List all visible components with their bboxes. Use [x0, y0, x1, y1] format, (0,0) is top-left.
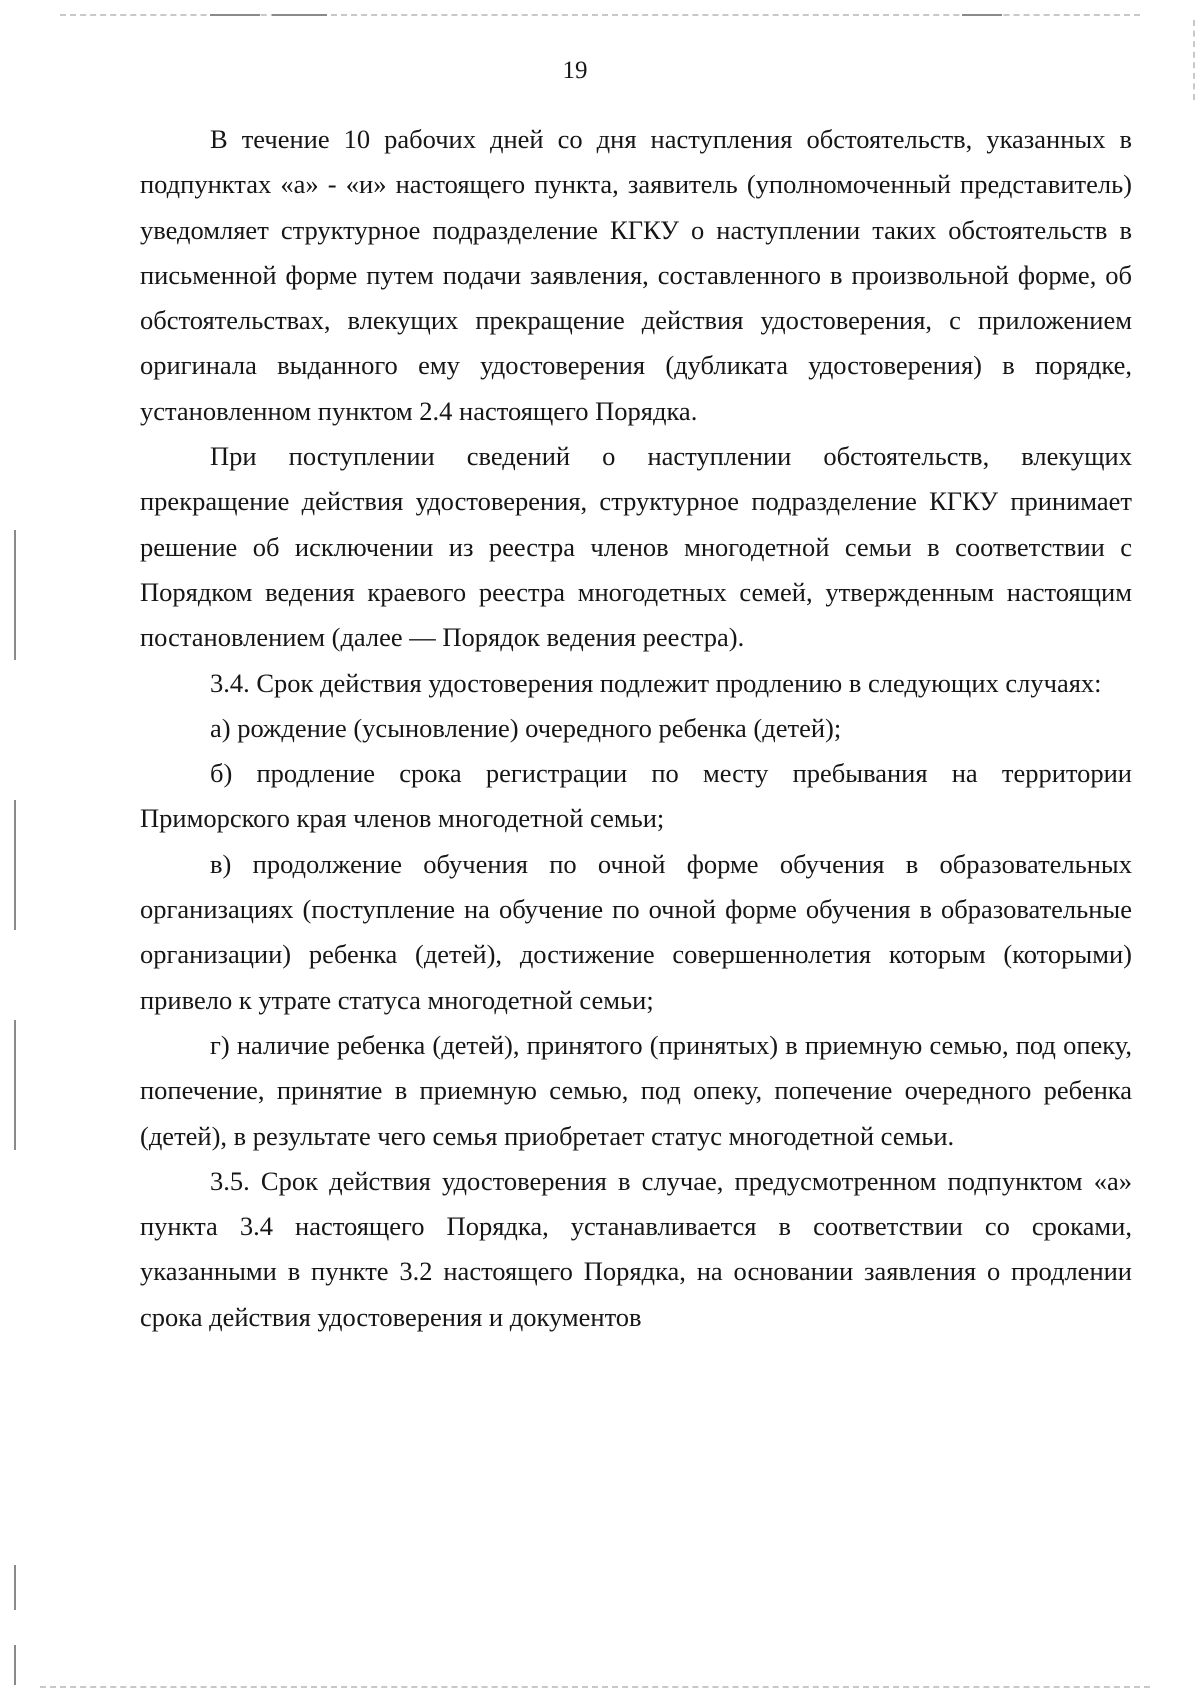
- paragraph-exclusion: При поступлении сведений о наступлении обстоятельств, влекущих прекращение действия удостоверения, структурное подразделение КГКУ принимает решение об исключении из реестра членов многодетной семьи в соответствии с Порядком ведения краевого реестра многодетных семей, утвержденным настоящим постановлением (далее — Порядок ведения реестра).: [140, 441, 1132, 653]
- scan-artifact-top-line: [962, 14, 1002, 16]
- scan-artifact-top-line: [210, 14, 260, 16]
- page-number: 19: [562, 57, 588, 84]
- list-item-v: в) продолжение обучения по очной форме обучения в образовательных организациях (поступление на обучение по очной форме обучения в образовательные организации) ребенка (детей), достижение совершеннолетия которым (которыми) привело к утрате статуса многодетной семьи;: [140, 848, 1132, 1015]
- scan-artifact-left-edge: [14, 1565, 16, 1610]
- paragraph-3-5: 3.5. Срок действия удостоверения в случае, предусмотренном подпунктом «а» пункта 3.4 настоящего Порядка, устанавливается в соответствии со сроками, указанными в пункте 3.2 настоящего Порядка, на основании заявления о продлении срока действия удостоверения и документов: [140, 1165, 1132, 1332]
- scan-artifact-right-edge: [1193, 20, 1195, 100]
- list-item-g: г) наличие ребенка (детей), принятого (принятых) в приемную семью, под опеку, попечение, принятие в приемную семью, под опеку, попечение очередного ребенка (детей), в результате чего семья приобретает статус многодетной семьи.: [140, 1029, 1132, 1151]
- scan-artifact-left-edge: [14, 530, 16, 660]
- scan-artifact-top-line: [272, 14, 327, 16]
- scan-artifact-left-edge: [14, 800, 16, 930]
- paragraph-notification: В течение 10 рабочих дней со дня наступления обстоятельств, указанных в подпунктах «а» - «и» настоящего пункта, заявитель (уполномоченный представитель) уведомляет структурное подразделение КГКУ о наступлении таких обстоятельств в письменной форме путем подачи заявления, составленного в произвольной форме, об обстоятельствах, влекущих прекращение действия удостоверения, с приложением оригинала выданного ему удостоверения (дубликата удостоверения) в порядке, установленном пунктом 2.4 настоящего Порядка.: [140, 124, 1132, 426]
- document-body: [140, 117, 1132, 1340]
- list-item-a: а) рождение (усыновление) очередного ребенка (детей);: [210, 712, 842, 743]
- scan-artifact-left-edge: [14, 1645, 16, 1685]
- scan-artifact-bottom: [40, 1686, 1150, 1688]
- scan-artifact-left-edge: [14, 1020, 16, 1150]
- list-item-b: б) продление срока регистрации по месту пребывания на территории Приморского края членов многодетной семьи;: [140, 758, 1132, 834]
- paragraph-3-4: 3.4. Срок действия удостоверения подлежит продлению в следующих случаях:: [210, 667, 1102, 698]
